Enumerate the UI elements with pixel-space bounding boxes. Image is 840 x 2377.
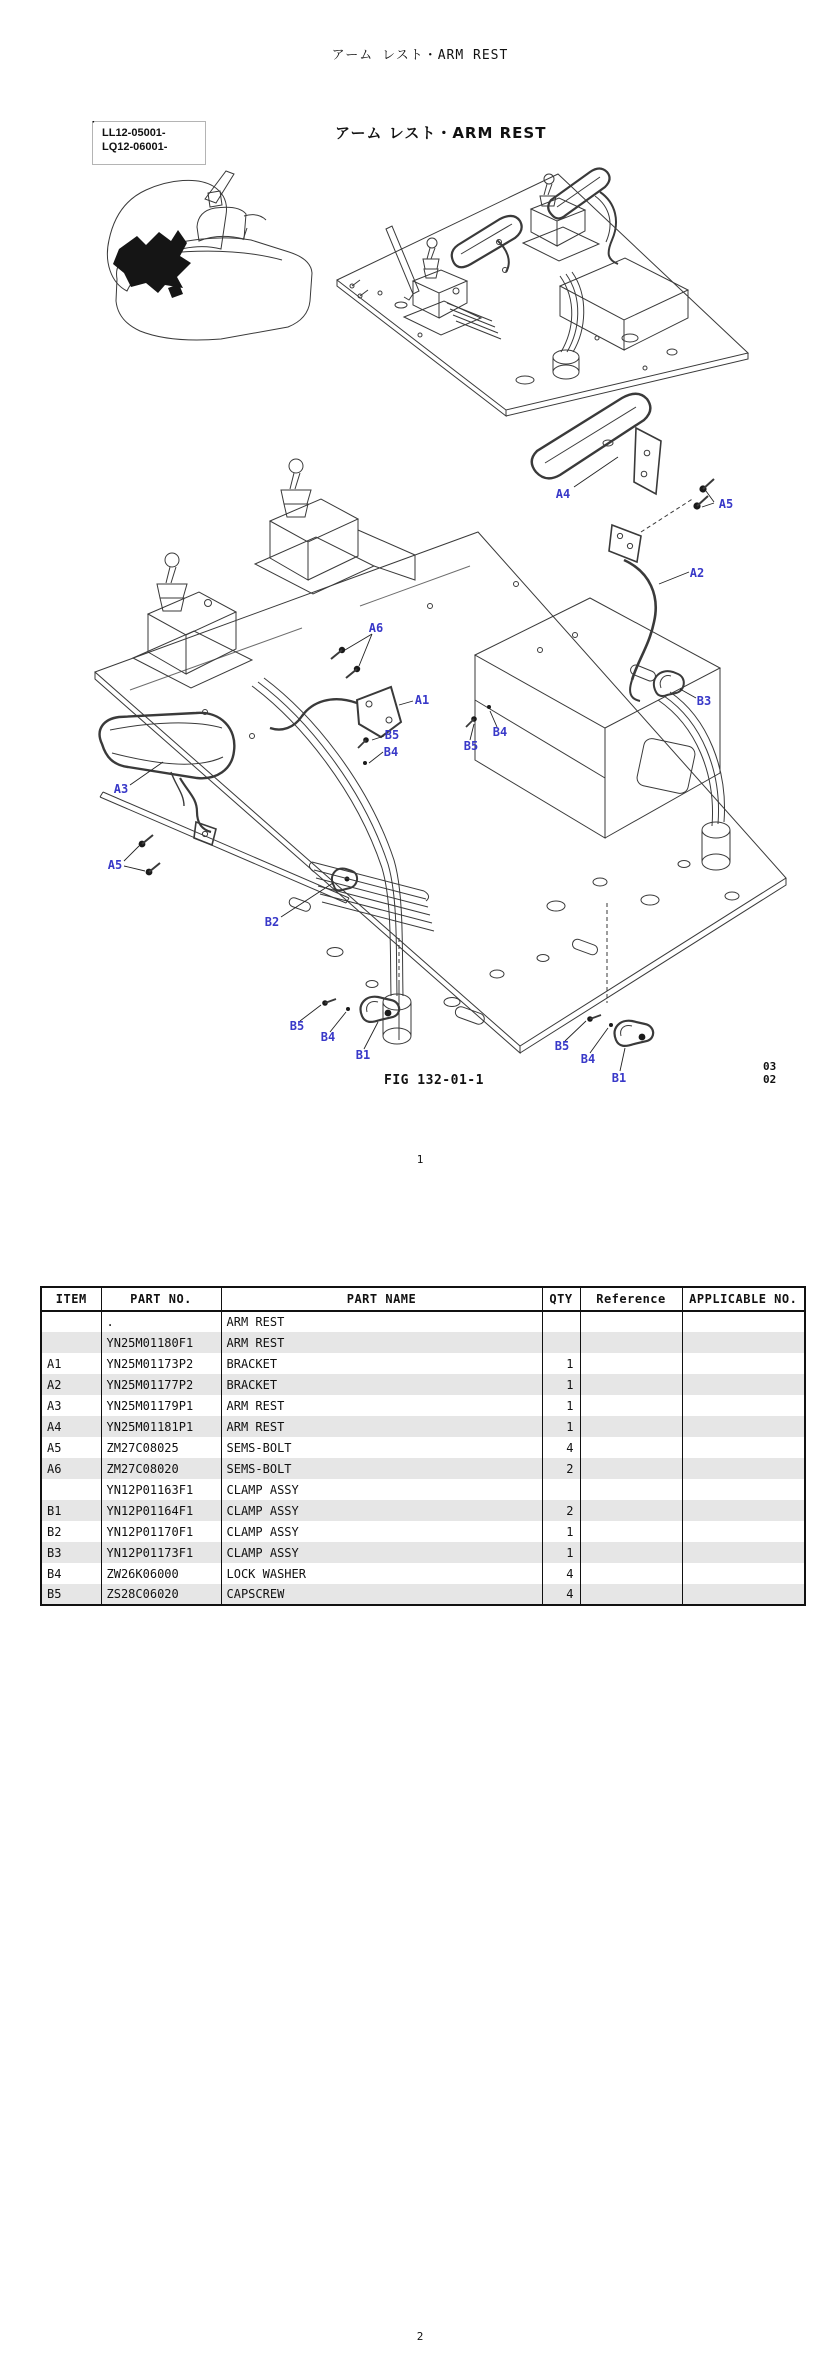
cell-part-no: YN25M01179P1 xyxy=(101,1395,221,1416)
cell-item: A2 xyxy=(41,1374,101,1395)
cell-part-name: SEMS-BOLT xyxy=(221,1437,542,1458)
table-row xyxy=(41,1395,805,1416)
cell-item xyxy=(41,1311,101,1332)
part-label-a5-right: A5 xyxy=(718,497,734,511)
table-row xyxy=(41,1416,805,1437)
part-label-a5-left: A5 xyxy=(107,858,123,872)
part-label-b4-mid-left: B4 xyxy=(383,745,399,759)
cell-reference xyxy=(580,1416,682,1437)
right-joystick-console xyxy=(255,459,415,594)
part-label-a1: A1 xyxy=(414,693,430,707)
cell-applicable-no xyxy=(682,1542,805,1563)
cell-part-no: ZM27C08020 xyxy=(101,1458,221,1479)
cell-part-no: YN12P01163F1 xyxy=(101,1479,221,1500)
part-label-b1-bottom-left: B1 xyxy=(355,1048,371,1062)
cell-applicable-no xyxy=(682,1332,805,1353)
col-header-applicable-no: APPLICABLE NO. xyxy=(682,1287,805,1311)
table-header-row xyxy=(41,1287,805,1311)
cell-part-no: . xyxy=(101,1311,221,1332)
cell-item: B4 xyxy=(41,1563,101,1584)
table-row xyxy=(41,1437,805,1458)
bolt-a6-part xyxy=(331,647,360,678)
cell-qty xyxy=(542,1479,580,1500)
cell-item: A4 xyxy=(41,1416,101,1437)
serial-box-mark: · xyxy=(92,117,96,128)
cell-reference xyxy=(580,1479,682,1500)
part-label-b5-bottom-right: B5 xyxy=(554,1039,570,1053)
cell-reference xyxy=(580,1563,682,1584)
col-header-reference: Reference xyxy=(580,1287,682,1311)
part-label-b5-mid-left: B5 xyxy=(384,728,400,742)
part-label-a3: A3 xyxy=(113,782,129,796)
cell-part-no: YN25M01180F1 xyxy=(101,1332,221,1353)
table-row xyxy=(41,1311,805,1332)
part-label-a6: A6 xyxy=(368,621,384,635)
cell-applicable-no xyxy=(682,1311,805,1332)
col-header-qty: QTY xyxy=(542,1287,580,1311)
cell-item: A3 xyxy=(41,1395,101,1416)
clamp-b1-left-part xyxy=(322,997,399,1022)
cell-applicable-no xyxy=(682,1584,805,1605)
part-label-b2: B2 xyxy=(264,915,280,929)
cell-part-name: LOCK WASHER xyxy=(221,1563,542,1584)
figure-caption: FIG 132-01-1 xyxy=(384,1073,484,1088)
cell-reference xyxy=(580,1374,682,1395)
cell-applicable-no xyxy=(682,1437,805,1458)
cell-reference xyxy=(580,1353,682,1374)
part-label-b4-bottom-left: B4 xyxy=(320,1030,336,1044)
cell-part-name: SEMS-BOLT xyxy=(221,1458,542,1479)
cell-part-name: CLAMP ASSY xyxy=(221,1500,542,1521)
cell-reference xyxy=(580,1521,682,1542)
cell-part-name: CLAMP ASSY xyxy=(221,1542,542,1563)
cell-applicable-no xyxy=(682,1500,805,1521)
cell-qty: 1 xyxy=(542,1521,580,1542)
cell-part-no: ZM27C08025 xyxy=(101,1437,221,1458)
cell-reference xyxy=(580,1437,682,1458)
cell-part-name: BRACKET xyxy=(221,1353,542,1374)
revision-mark: 03 xyxy=(763,1060,777,1073)
assembled-overview-diagram xyxy=(337,169,748,417)
cell-item: B1 xyxy=(41,1500,101,1521)
cell-reference xyxy=(580,1332,682,1353)
cell-part-no: ZS28C06020 xyxy=(101,1584,221,1605)
page-header-title: アーム レスト・ARM REST xyxy=(331,48,509,63)
cell-part-no: YN12P01173F1 xyxy=(101,1542,221,1563)
cell-part-name: ARM REST xyxy=(221,1311,542,1332)
cell-reference xyxy=(580,1584,682,1605)
cell-item: B3 xyxy=(41,1542,101,1563)
cell-qty: 4 xyxy=(542,1563,580,1584)
bracket-a2-part xyxy=(609,525,656,701)
cell-qty: 2 xyxy=(542,1458,580,1479)
table-row xyxy=(41,1332,805,1353)
revision-mark: 02 xyxy=(763,1073,777,1086)
table-row xyxy=(41,1563,805,1584)
armrest-location-highlight xyxy=(113,230,191,293)
col-header-part-no: PART NO. xyxy=(101,1287,221,1311)
bolt-a5-left-part xyxy=(139,835,160,875)
clamp-b2-part xyxy=(332,868,357,890)
cell-reference xyxy=(580,1311,682,1332)
cell-item: B2 xyxy=(41,1521,101,1542)
exploded-view-drawing xyxy=(0,0,840,1130)
table-row xyxy=(41,1353,805,1374)
cell-part-no: YN25M01177P2 xyxy=(101,1374,221,1395)
cell-qty: 4 xyxy=(542,1584,580,1605)
cell-part-no: YN12P01164F1 xyxy=(101,1500,221,1521)
cell-part-name: BRACKET xyxy=(221,1374,542,1395)
armrest-a4-part xyxy=(532,394,661,494)
parts-table xyxy=(40,1286,806,1606)
part-label-b4-mid-right: B4 xyxy=(492,725,508,739)
cell-reference xyxy=(580,1542,682,1563)
cell-item: A1 xyxy=(41,1353,101,1374)
cell-item xyxy=(41,1479,101,1500)
cell-part-name: CAPSCREW xyxy=(221,1584,542,1605)
cell-applicable-no xyxy=(682,1395,805,1416)
cell-part-no: YN25M01173P2 xyxy=(101,1353,221,1374)
page-number-top: 1 xyxy=(416,1153,424,1166)
table-row xyxy=(41,1500,805,1521)
cell-applicable-no xyxy=(682,1416,805,1437)
main-exploded-diagram xyxy=(95,394,786,1071)
figure-title: アーム レスト・ARM REST xyxy=(335,124,547,142)
cell-part-no: ZW26K06000 xyxy=(101,1563,221,1584)
cell-part-name: CLAMP ASSY xyxy=(221,1479,542,1500)
cell-qty: 1 xyxy=(542,1353,580,1374)
cell-part-no: YN25M01181P1 xyxy=(101,1416,221,1437)
table-row xyxy=(41,1374,805,1395)
cell-part-name: CLAMP ASSY xyxy=(221,1521,542,1542)
cell-part-name: ARM REST xyxy=(221,1395,542,1416)
cell-part-name: ARM REST xyxy=(221,1332,542,1353)
cell-qty: 1 xyxy=(542,1416,580,1437)
cell-item xyxy=(41,1332,101,1353)
cell-qty: 1 xyxy=(542,1542,580,1563)
cell-qty: 1 xyxy=(542,1395,580,1416)
part-label-b4-bottom-right: B4 xyxy=(580,1052,596,1066)
part-label-a2: A2 xyxy=(689,566,705,580)
col-header-item: ITEM xyxy=(41,1287,101,1311)
part-label-b5-bottom-left: B5 xyxy=(289,1019,305,1033)
cell-applicable-no xyxy=(682,1374,805,1395)
armrest-a3-part xyxy=(100,713,235,845)
cell-qty: 2 xyxy=(542,1500,580,1521)
cell-applicable-no xyxy=(682,1479,805,1500)
cell-applicable-no xyxy=(682,1458,805,1479)
bolt-a5-right-part xyxy=(693,479,714,510)
cell-reference xyxy=(580,1395,682,1416)
part-label-b5-mid-right: B5 xyxy=(463,739,479,753)
cell-item: A5 xyxy=(41,1437,101,1458)
cell-reference xyxy=(580,1458,682,1479)
serial-number-line: LL12-05001- xyxy=(102,127,166,139)
revision-marks xyxy=(763,1060,776,1086)
table-row xyxy=(41,1521,805,1542)
part-label-a4: A4 xyxy=(555,487,571,501)
page-number-bottom: 2 xyxy=(416,2330,424,2343)
cell-applicable-no xyxy=(682,1353,805,1374)
cell-part-no: YN12P01170F1 xyxy=(101,1521,221,1542)
col-header-part-name: PART NAME xyxy=(221,1287,542,1311)
serial-number-line: LQ12-06001- xyxy=(102,141,168,153)
cell-qty: 1 xyxy=(542,1374,580,1395)
table-row xyxy=(41,1458,805,1479)
suspension-grille xyxy=(309,862,434,931)
cell-reference xyxy=(580,1500,682,1521)
cell-item: B5 xyxy=(41,1584,101,1605)
table-row xyxy=(41,1542,805,1563)
clamp-b3-part xyxy=(654,671,684,696)
clamp-b1-right-part xyxy=(587,1015,653,1046)
cell-applicable-no xyxy=(682,1563,805,1584)
part-label-b1-bottom-right: B1 xyxy=(611,1071,627,1085)
cell-applicable-no xyxy=(682,1521,805,1542)
machine-location-thumbnail xyxy=(107,171,312,340)
cell-item: A6 xyxy=(41,1458,101,1479)
cell-qty xyxy=(542,1311,580,1332)
table-row xyxy=(41,1479,805,1500)
cell-part-name: ARM REST xyxy=(221,1416,542,1437)
table-row xyxy=(41,1584,805,1605)
part-label-b3: B3 xyxy=(696,694,712,708)
cell-qty: 4 xyxy=(542,1437,580,1458)
bracket-a1-part xyxy=(270,687,401,737)
cell-qty xyxy=(542,1332,580,1353)
